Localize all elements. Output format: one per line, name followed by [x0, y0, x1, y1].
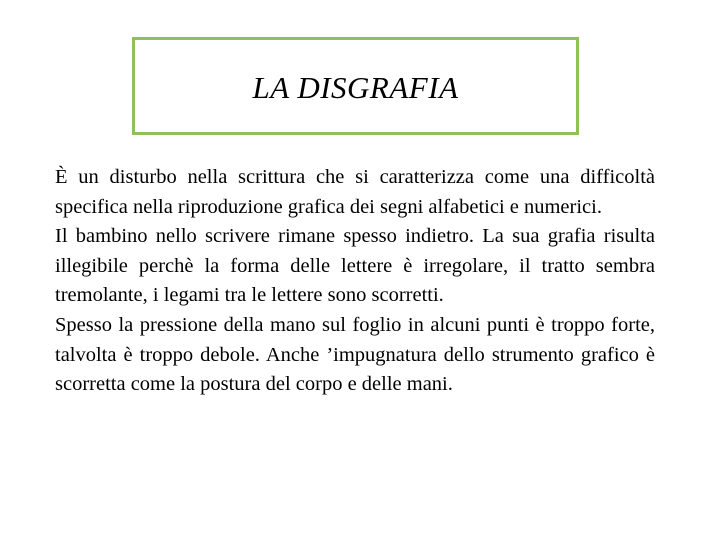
- paragraph-symptoms: Il bambino nello scrivere rimane spesso indietro. La sua grafia risulta illegibile perchè la forma delle lettere è irregolare, il tratto sembra tremolante, i legami tra le lettere sono scorretti.: [55, 225, 655, 307]
- page-title: LA DISGRAFIA: [252, 70, 459, 105]
- paragraph-pressure: Spesso la pressione della mano sul foglio in alcuni punti è troppo forte, talvolta è troppo debole. Anche ’impugnatura dello strumento grafico è scorretta come la postura del corpo e delle mani.: [55, 313, 655, 396]
- title-box: [132, 37, 579, 135]
- body-text: [55, 163, 655, 400]
- paragraph-definition: È un disturbo nella scrittura che si caratterizza come una difficoltà specifica nella riproduzione grafica dei segni alfabetici e numerici.: [55, 166, 655, 218]
